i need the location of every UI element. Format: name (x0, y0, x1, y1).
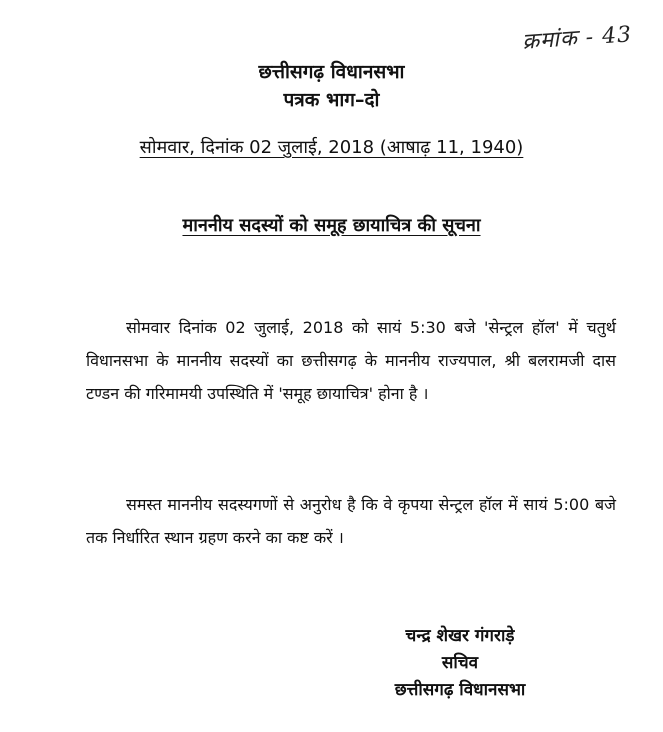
signatory-designation: सचिव (441, 653, 479, 673)
signatory-name: चन्द्र शेखर गंगराड़े (405, 626, 515, 646)
signatory-organization: छत्तीसगढ़ विधानसभा (394, 680, 526, 700)
organization-heading: छत्तीसगढ़ विधानसभा (258, 61, 405, 83)
body-paragraph-1: सोमवार दिनांक 02 जुलाई, 2018 को सायं 5:30 बजे 'सेन्ट्रल हॉल' में चतुर्थ विधानसभा के माननीय सदस्यों का छत्तीसगढ़ के माननीय राज्यपाल, श्री बलरामजी दास टण्डन की गरिमामयी उपस्थिति में 'समूह छायाचित्र' होना है । (86, 318, 616, 403)
date-line (0, 135, 663, 159)
date-text: सोमवार, दिनांक 02 जुलाई, 2018 (आषाढ़ 11, 1940) (139, 137, 524, 158)
handwritten-serial-note: क्रमांक - 43 (521, 22, 633, 55)
signature-block (350, 623, 570, 704)
bulletin-part-heading: पत्रक भाग–दो (283, 89, 380, 111)
body-paragraph-2: समस्त माननीय सदस्यगणों से अनुरोध है कि वे कृपया सेन्ट्रल हॉल में सायं 5:00 बजे तक निर्धारित स्थान ग्रहण करने का कष्ट करें । (86, 495, 616, 547)
subject-text: माननीय सदस्यों को समूह छायाचित्र की सूचना (182, 215, 481, 236)
subject-heading (0, 213, 663, 237)
